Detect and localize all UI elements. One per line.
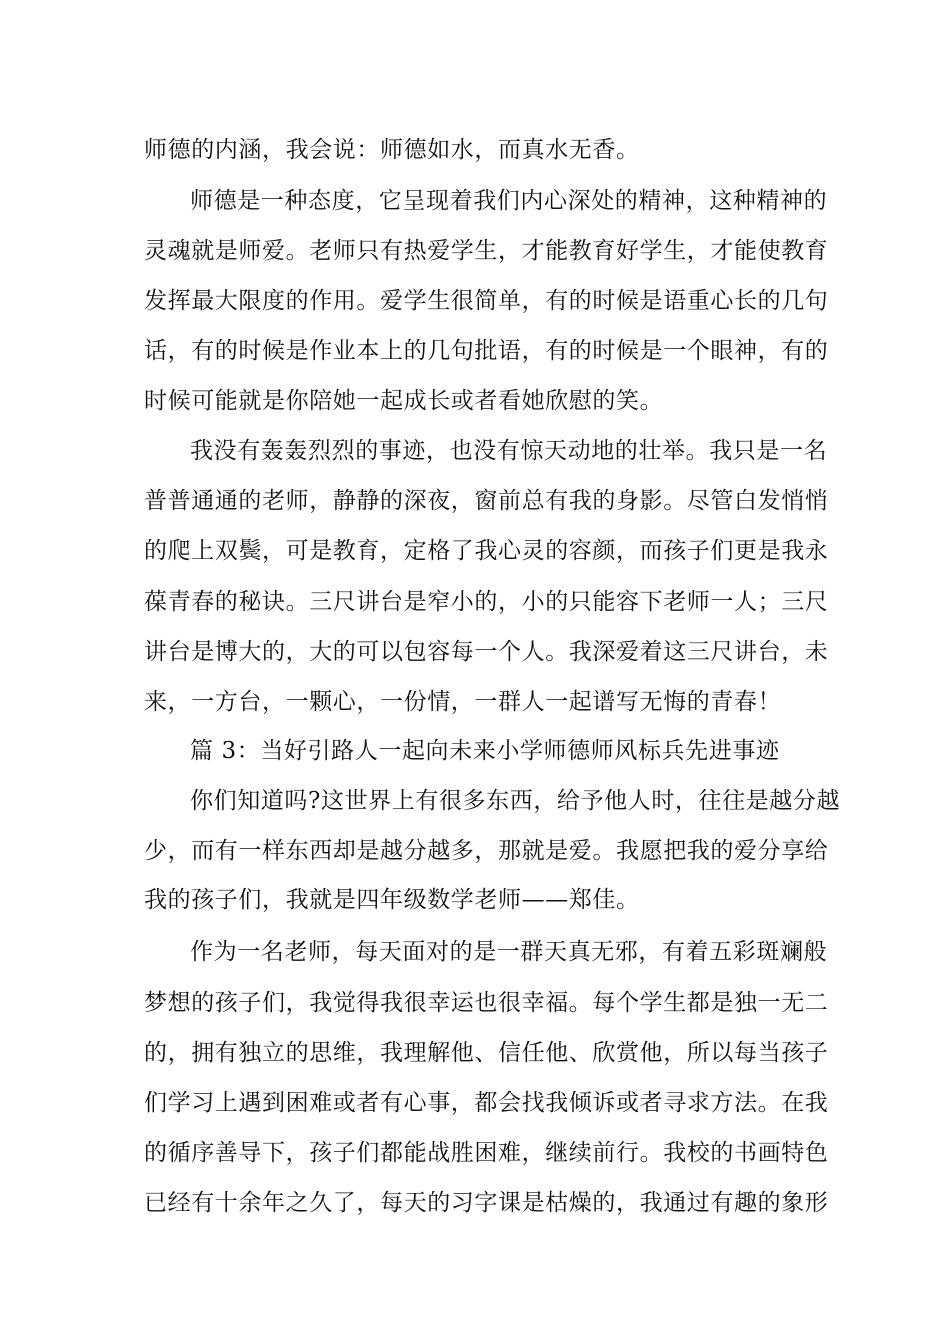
text-line: 你们知道吗?这世界上有很多东西，给予他人时，往往是越分越 [190,788,841,814]
text-line: 的循序善导下，孩子们都能战胜困难，继续前行。我校的书画特色 [144,1140,829,1166]
text-line: 发挥最大限度的作用。爱学生很简单，有的时候是语重心长的几句 [144,288,829,314]
text-line: 师德是一种态度，它呈现着我们内心深处的精神，这种精神的 [190,188,828,214]
text-line: 作为一名老师，每天面对的是一群天真无邪，有着五彩斑斓般 [190,939,828,965]
text-line: 师德的内涵，我会说：师德如水，而真水无香。 [144,137,640,163]
text-line: 我的孩子们，我就是四年级数学老师——郑佳。 [144,887,640,913]
text-line: 们学习上遇到困难或者有心事，都会找我倾诉或者寻求方法。在我 [144,1090,829,1116]
text-line: 葆青春的秘诀。三尺讲台是窄小的，小的只能容下老师一人；三尺 [144,589,829,615]
text-line: 来，一方台，一颗心，一份情，一群人一起谱写无悔的青春！ [144,689,782,715]
text-line: 普普通通的老师，静静的深夜，窗前总有我的身影。尽管白发悄悄 [144,488,829,514]
text-line: 讲台是博大的，大的可以包容每一个人。我深爱着这三尺讲台，未 [144,639,829,665]
text-line: 少，而有一样东西却是越分越多，那就是爱。我愿把我的爱分享给 [144,838,829,864]
text-line: 梦想的孩子们，我觉得我很幸运也很幸福。每个学生都是独一无二 [144,990,829,1016]
text-line: 的，拥有独立的思维，我理解他、信任他、欣赏他，所以每当孩子 [144,1040,829,1066]
text-line: 已经有十余年之久了，每天的习字课是枯燥的，我通过有趣的象形 [144,1190,829,1216]
text-line: 的爬上双鬓，可是教育，定格了我心灵的容颜，而孩子们更是我永 [144,538,829,564]
text-line: 话，有的时候是作业本上的几句批语，有的时候是一个眼神，有的 [144,338,829,364]
text-line: 时候可能就是你陪她一起成长或者看她欣慰的笑。 [144,388,664,414]
text-line: 灵魂就是师爱。老师只有热爱学生，才能教育好学生，才能使教育 [144,238,829,264]
text-line: 我没有轰轰烈烈的事迹，也没有惊天动地的壮举。我只是一名 [190,438,828,464]
section-heading: 篇 3：当好引路人一起向未来小学师德师风标兵先进事迹 [190,738,780,764]
